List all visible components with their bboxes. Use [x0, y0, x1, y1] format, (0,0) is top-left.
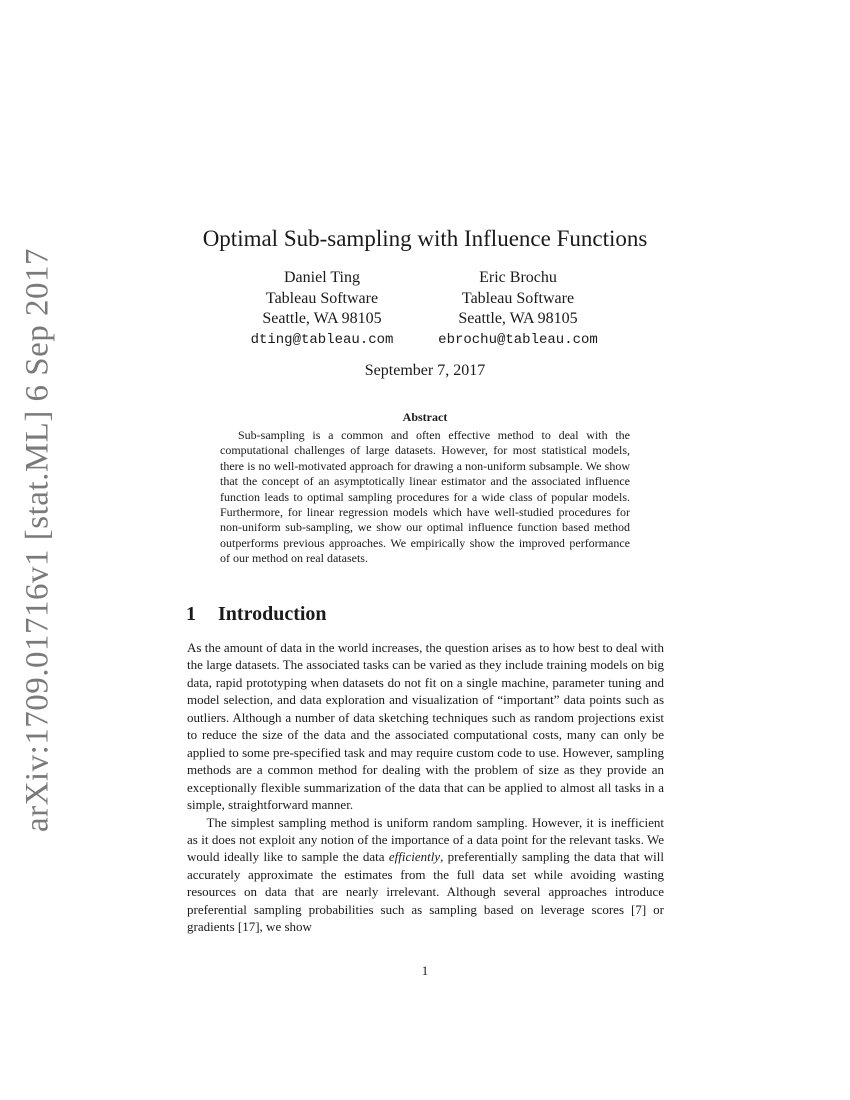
- author-affiliation: Tableau Software: [265, 289, 379, 307]
- author-block-1: [212, 268, 432, 350]
- section-heading: [186, 603, 327, 626]
- paragraph-text: The simplest sampling method is uniform random sampling. However, it is inefficient as it does not exploit any notion of the importance of a data point for the relevant tasks. We would ideally like to sample the data: [187, 814, 664, 865]
- introduction-body: [187, 639, 664, 936]
- paragraph: [187, 814, 664, 936]
- section-number: 1: [186, 603, 196, 625]
- emphasized-text: efficiently: [388, 849, 441, 865]
- author-email: ebrochu@tableau.com: [438, 331, 598, 348]
- abstract-text: Sub-sampling is a common and often effective method to deal with the computational challenges of large datasets. However, for most statistical models, there is no well-motivated approach for drawing a non-uniform subsample. We show that the concept of an asymptotically linear estimator and the associated influence function leads to optimal sampling procedures for a wide class of popular models. Furthermore, for linear regression models which have well-studied procedures for non-uniform sub-sampling, we show our optimal influence function based method outperforms previous approaches. We empirically show the improved performance of our method on real datasets.: [220, 428, 630, 566]
- paper-date: September 7, 2017: [364, 362, 486, 379]
- author-affiliation: Tableau Software: [461, 289, 575, 307]
- paragraph-text: , preferentially sampling the data that will accurately approximate the estimates from the full data set while avoiding wasting resources on data that are nearly irrelevant. Although several approaches introduce preferential sampling probabilities such as sampling based on leverage scores [7] or gradients [17], we show: [187, 849, 664, 935]
- abstract-heading: Abstract: [402, 410, 448, 424]
- author-location: Seattle, WA 98105: [262, 310, 382, 327]
- author-email: dting@tableau.com: [250, 331, 394, 348]
- paragraph: As the amount of data in the world increases, the question arises as to how best to deal with the large datasets. The associated tasks can be varied as they include training models on big data, rapid prototyping when datasets do not fit on a single machine, parameter tuning and model selection, and data exploration and visualization of “important” data points such as outliers. Although a number of data sketching techniques such as random projections exist to reduce the size of the data and the associated computational costs, many can only be applied to some pre-specified task and may require custom code to use. However, sampling methods are a common method for dealing with the problem of size as they provide an exceptionally flexible summarization of the data that can be applied to almost all tasks in a simple, straightforward manner.: [187, 640, 664, 813]
- author-location: Seattle, WA 98105: [458, 310, 578, 327]
- author-block-2: [408, 268, 628, 350]
- page-number: 1: [421, 963, 429, 978]
- arxiv-identifier-text: arXiv:1709.01716v1 [stat.ML] 6 Sep 2017: [19, 247, 56, 833]
- author-name: Eric Brochu: [479, 269, 557, 286]
- paper-title: Optimal Sub-sampling with Influence Functions: [202, 226, 648, 251]
- author-name: Daniel Ting: [283, 269, 360, 286]
- section-title: Introduction: [218, 603, 327, 625]
